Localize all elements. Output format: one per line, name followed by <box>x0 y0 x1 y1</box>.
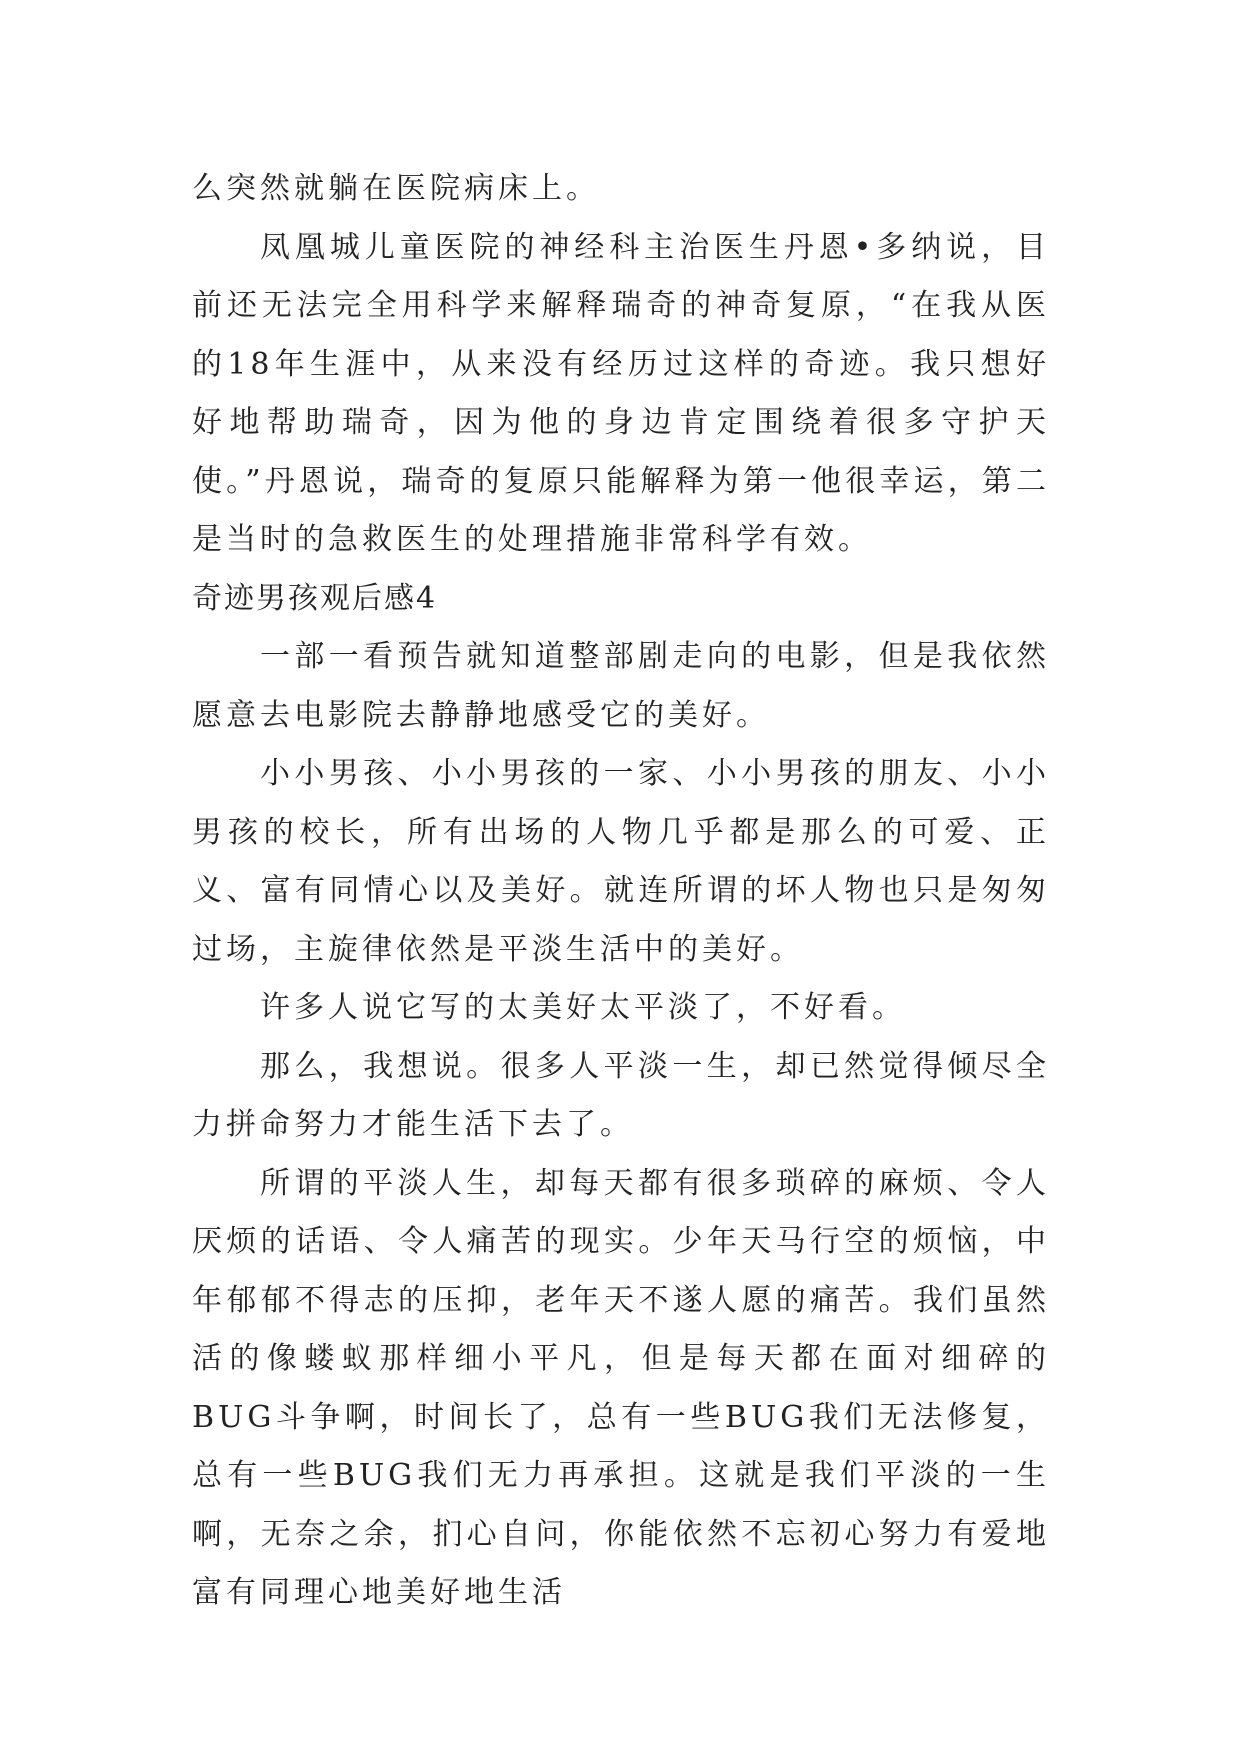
paragraph-doctor-statement: 凤凰城儿童医院的神经科主治医生丹恩•多纳说，目前还无法完全用科学来解释瑞奇的神奇复原，“在我从医的18年生涯中，从来没有经历过这样的奇迹。我只想好好地帮助瑞奇，因为他的身边肯定围绕着很多守护天使。”丹恩说，瑞奇的复原只能解释为第一他很幸运，第二是当时的急救医生的处理措施非常科学有效。 <box>192 229 1050 557</box>
paragraph-opinion: 许多人说它写的太美好太平淡了，不好看。 <box>260 990 906 1025</box>
paragraph-characters: 小小男孩、小小男孩的一家、小小男孩的朋友、小小男孩的校长，所有出场的人物几乎都是那么的可爱、正义、富有同情心以及美好。就连所谓的坏人物也只是匆匆过场，主旋律依然是平淡生活中的美好。 <box>192 756 1050 967</box>
paragraph-response: 那么，我想说。很多人平淡一生，却已然觉得倾尽全力拼命努力才能生活下去了。 <box>192 1048 1050 1142</box>
document-body <box>192 160 1050 1623</box>
paragraph-continuation: 么突然就躺在医院病床上。 <box>192 171 600 206</box>
paragraph-movie-intro: 一部一看预告就知道整部剧走向的电影，但是我依然愿意去电影院去静静地感受它的美好。 <box>192 639 1050 733</box>
paragraph-ordinary-life: 所谓的平淡人生，却每天都有很多琐碎的麻烦、令人厌烦的话语、令人痛苦的现实。少年天马行空的烦恼，中年郁郁不得志的压抑，老年天不遂人愿的痛苦。我们虽然活的像蝼蚁那样细小平凡，但是每天都在面对细碎的BUG斗争啊，时间长了，总有一些BUG我们无法修复，总有一些BUG我们无力再承担。这就是我们平淡的一生啊，无奈之余，扪心自问，你能依然不忘初心努力有爱地富有同理心地美好地生活 <box>192 1165 1050 1610</box>
section-heading: 奇迹男孩观后感4 <box>192 580 438 616</box>
